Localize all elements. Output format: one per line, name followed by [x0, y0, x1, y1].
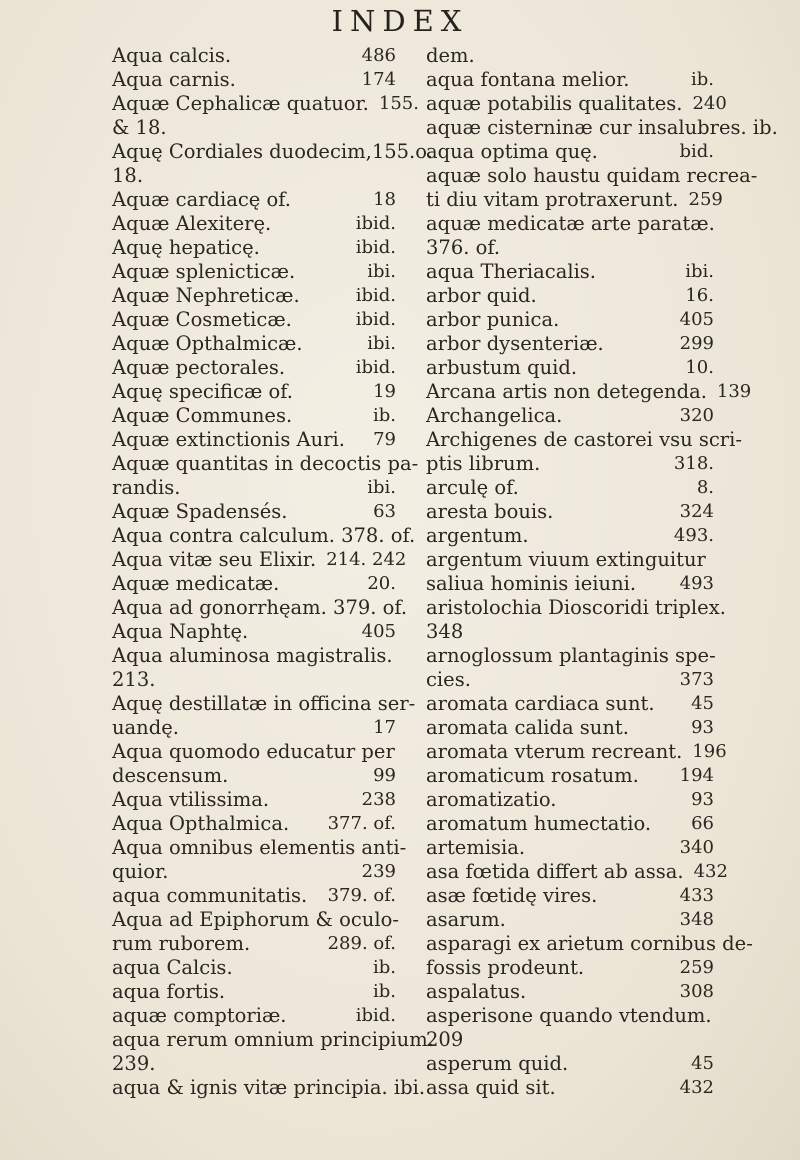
- index-entry: [112, 380, 396, 403]
- entry-page-ref: ibi.: [685, 261, 714, 282]
- entry-term: Aquæ pectorales.: [112, 356, 286, 379]
- index-entry: [426, 308, 714, 331]
- index-entry: [426, 956, 714, 979]
- entry-term: Aqua Naphtę.: [112, 620, 249, 643]
- entry-term: aromatum humectatio.: [426, 812, 652, 835]
- index-entry: [426, 500, 714, 523]
- entry-term: aromatizatio.: [426, 788, 557, 811]
- entry-page-ref: 259: [688, 189, 723, 210]
- entry-term: aristolochia Dioscoridi triplex.: [426, 596, 726, 619]
- entry-page-ref: 432: [693, 861, 728, 882]
- index-entry: [112, 212, 396, 235]
- index-entry: [426, 380, 752, 403]
- entry-term: aquæ solo haustu quidam recrea-: [426, 164, 758, 187]
- index-entry: [426, 764, 714, 787]
- index-entry-continuation: 376. of.: [426, 236, 501, 259]
- index-entry-continuation: 239.: [112, 1052, 156, 1075]
- entry-page-ref: 79: [373, 429, 396, 450]
- entry-term: Aqua calcis.: [112, 44, 232, 67]
- index-entry: [426, 932, 753, 955]
- entry-term: aqua optima quę.: [426, 140, 598, 163]
- entry-page-ref: 432: [679, 1077, 714, 1098]
- entry-term: aromata calida sunt.: [426, 716, 629, 739]
- index-entry: [112, 500, 396, 523]
- index-entry: [426, 284, 714, 307]
- entry-term: Aquæ Spadensés.: [112, 500, 288, 523]
- index-entry: [426, 884, 714, 907]
- entry-page-ref: 194: [679, 765, 714, 786]
- entry-page-ref: 299: [679, 333, 714, 354]
- entry-page-ref: ib.: [690, 69, 714, 90]
- entry-page-ref: 379. of.: [327, 885, 396, 906]
- entry-page-ref: ib.: [372, 981, 396, 1002]
- index-entry: [112, 548, 407, 571]
- index-entry: [426, 740, 727, 763]
- entry-term: asparagi ex arietum cornibus de-: [426, 932, 753, 955]
- index-entry: [426, 980, 714, 1003]
- entry-term: arbor punica.: [426, 308, 560, 331]
- entry-term: uandę.: [112, 716, 179, 739]
- entry-page-ref: 214. 242: [326, 549, 407, 570]
- entry-page-ref: 196: [692, 741, 727, 762]
- index-entry: [426, 1004, 714, 1027]
- entry-term: aquæ potabilis qualitates.: [426, 92, 683, 115]
- entry-page-ref: 155.: [378, 93, 419, 114]
- entry-term: Aqua contra calculum. 378. of.: [112, 524, 416, 547]
- index-entry: [426, 524, 714, 547]
- entry-term: asa fœtida differt ab assa.: [426, 860, 684, 883]
- entry-page-ref: 289. of.: [327, 933, 396, 954]
- entry-term: ptis librum.: [426, 452, 541, 475]
- index-entry: [112, 980, 396, 1003]
- entry-term: Aquæ splenicticæ.: [112, 260, 296, 283]
- index-entry: [112, 716, 396, 739]
- entry-page-ref: 93: [691, 789, 714, 810]
- index-entry: [112, 92, 419, 115]
- entry-term: fossis prodeunt.: [426, 956, 585, 979]
- index-entry: [426, 476, 714, 499]
- index-entry: [426, 140, 714, 163]
- entry-page-ref: 493.: [673, 525, 714, 546]
- index-entry: [426, 332, 714, 355]
- entry-page-ref: bid.: [679, 141, 714, 162]
- entry-term: Aqua quomodo educatur per: [112, 740, 395, 763]
- entry-term: Aquę specificæ of.: [112, 380, 293, 403]
- entry-term: quior.: [112, 860, 169, 883]
- entry-term: asæ fœtidę vires.: [426, 884, 598, 907]
- entry-term: asperum quid.: [426, 1052, 569, 1075]
- index-entry: [112, 836, 407, 859]
- entry-term: Aquæ quantitas in decoctis pa-: [112, 452, 419, 475]
- index-entry: [426, 356, 714, 379]
- entry-page-ref: 340: [679, 837, 714, 858]
- entry-page-ref: ibid.: [355, 213, 396, 234]
- entry-term: aromaticum rosatum.: [426, 764, 639, 787]
- index-entry-continuation: 209: [426, 1028, 464, 1051]
- index-entry: [426, 404, 714, 427]
- index-entry: [112, 332, 396, 355]
- entry-page-ref: ibi.: [367, 477, 396, 498]
- entry-page-ref: ibid.: [355, 309, 396, 330]
- entry-term: Aquę Cordiales duodecim,155.o.: [112, 140, 433, 163]
- entry-page-ref: ibi.: [367, 333, 396, 354]
- entry-term: aquæ medicatæ arte paratæ.: [426, 212, 715, 235]
- entry-term: arculę of.: [426, 476, 519, 499]
- index-entry: [426, 68, 714, 91]
- entry-term: asperisone quando vtendum.: [426, 1004, 712, 1027]
- index-entry: [426, 260, 714, 283]
- entry-term: Aqua aluminosa magistralis.: [112, 644, 393, 667]
- entry-page-ref: 20.: [367, 573, 396, 594]
- index-entry-continuation: dem.: [426, 44, 475, 67]
- entry-term: aqua communitatis.: [112, 884, 308, 907]
- entry-term: Aquæ medicatæ.: [112, 572, 280, 595]
- entry-term: Aquæ Alexiterę.: [112, 212, 272, 235]
- index-entry: [426, 668, 714, 691]
- index-entry: [112, 644, 396, 667]
- index-entry: [426, 212, 714, 235]
- entry-page-ref: ibi.: [367, 261, 396, 282]
- index-entry: [112, 428, 396, 451]
- entry-term: assa quid sit.: [426, 1076, 556, 1099]
- entry-term: Aqua Opthalmica.: [112, 812, 290, 835]
- index-entry: [112, 476, 396, 499]
- index-entry: [112, 788, 396, 811]
- index-entry: [112, 860, 396, 883]
- index-entry: [426, 812, 714, 835]
- entry-page-ref: 493: [679, 573, 714, 594]
- index-entry-continuation: 348: [426, 620, 464, 643]
- index-entry: [112, 44, 396, 67]
- entry-page-ref: 93: [691, 717, 714, 738]
- entry-term: Aquæ Cephalicæ quatuor.: [112, 92, 369, 115]
- index-entry: [112, 620, 396, 643]
- entry-term: Aqua omnibus elementis anti-: [112, 836, 407, 859]
- entry-page-ref: 66: [691, 813, 714, 834]
- entry-page-ref: 16.: [685, 285, 714, 306]
- entry-page-ref: 405: [679, 309, 714, 330]
- entry-term: Archigenes de castorei vsu scri-: [426, 428, 742, 451]
- index-entry: [426, 596, 726, 619]
- entry-page-ref: 18: [373, 189, 396, 210]
- index-entry: [426, 92, 727, 115]
- entry-page-ref: 320: [679, 405, 714, 426]
- entry-page-ref: 486: [361, 45, 396, 66]
- entry-page-ref: 19: [373, 381, 396, 402]
- entry-page-ref: 324: [679, 501, 714, 522]
- entry-term: Aquæ extinctionis Auri.: [112, 428, 345, 451]
- entry-term: aqua fontana melior.: [426, 68, 630, 91]
- entry-term: Aqua carnis.: [112, 68, 236, 91]
- entry-page-ref: 239: [361, 861, 396, 882]
- entry-page-ref: ibid.: [355, 357, 396, 378]
- entry-term: Aquæ Communes.: [112, 404, 293, 427]
- index-entry: [112, 956, 396, 979]
- index-entry: [426, 908, 714, 931]
- entry-page-ref: ib.: [372, 405, 396, 426]
- entry-term: aresta bouis.: [426, 500, 554, 523]
- entry-term: aqua fortis.: [112, 980, 226, 1003]
- entry-term: randis.: [112, 476, 181, 499]
- entry-page-ref: 405: [361, 621, 396, 642]
- entry-term: Aquæ Nephreticæ.: [112, 284, 300, 307]
- index-entry: [112, 1076, 426, 1099]
- entry-term: aqua Calcis.: [112, 956, 233, 979]
- index-entry: [112, 140, 433, 163]
- entry-term: Aquæ Opthalmicæ.: [112, 332, 303, 355]
- index-entry: [112, 908, 399, 931]
- entry-term: Aqua ad Epiphorum & oculo-: [112, 908, 399, 931]
- index-entry: [112, 764, 396, 787]
- entry-page-ref: 373: [679, 669, 714, 690]
- entry-term: aromata cardiaca sunt.: [426, 692, 655, 715]
- index-entry: [426, 428, 742, 451]
- entry-term: arbor dysenteriæ.: [426, 332, 604, 355]
- entry-page-ref: 259: [679, 957, 714, 978]
- index-entry: [112, 596, 408, 619]
- left-column: [112, 44, 434, 1100]
- entry-term: Arcana artis non detegenda.: [426, 380, 707, 403]
- index-entry: [426, 788, 714, 811]
- entry-term: arbustum quid.: [426, 356, 578, 379]
- entry-page-ref: 318.: [673, 453, 714, 474]
- entry-term: arbor quid.: [426, 284, 537, 307]
- right-column: [426, 44, 778, 1100]
- index-entry: [426, 860, 728, 883]
- entry-term: saliua hominis ieiuni.: [426, 572, 637, 595]
- index-entry-continuation: 18.: [112, 164, 144, 187]
- index-entry: [112, 236, 396, 259]
- entry-page-ref: 238: [361, 789, 396, 810]
- index-entry: [426, 836, 714, 859]
- entry-term: rum ruborem.: [112, 932, 251, 955]
- entry-term: Aquæ cardiacę of.: [112, 188, 291, 211]
- entry-term: descensum.: [112, 764, 229, 787]
- index-entry: [112, 1004, 396, 1027]
- index-entry: [426, 188, 723, 211]
- index-entry: [112, 572, 396, 595]
- index-entry: [112, 1028, 434, 1051]
- index-entry: [426, 164, 758, 187]
- index-entry: [112, 740, 396, 763]
- entry-term: artemisia.: [426, 836, 526, 859]
- index-entry: [426, 116, 778, 139]
- entry-page-ref: 174: [361, 69, 396, 90]
- index-entry: [112, 812, 396, 835]
- index-entry: [426, 548, 714, 571]
- entry-term: cies.: [426, 668, 471, 691]
- index-entry: [112, 356, 396, 379]
- entry-term: ti diu vitam protraxerunt.: [426, 188, 679, 211]
- entry-term: aromata vterum recreant.: [426, 740, 683, 763]
- index-entry: [426, 452, 714, 475]
- entry-term: Aquę hepaticę.: [112, 236, 260, 259]
- index-entry: [426, 692, 714, 715]
- entry-term: aspalatus.: [426, 980, 527, 1003]
- index-entry-continuation: 213.: [112, 668, 156, 691]
- index-entry: [426, 1076, 714, 1099]
- entry-term: Archangelica.: [426, 404, 563, 427]
- index-entry: [112, 260, 396, 283]
- index-entry: [112, 284, 396, 307]
- entry-page-ref: 308: [679, 981, 714, 1002]
- entry-page-ref: 99: [373, 765, 396, 786]
- entry-page-ref: 240: [692, 93, 727, 114]
- entry-term: aqua rerum omnium principium.: [112, 1028, 434, 1051]
- entry-term: Aqua ad gonorrhęam. 379. of.: [112, 596, 408, 619]
- entry-page-ref: 8.: [696, 477, 714, 498]
- entry-term: asarum.: [426, 908, 506, 931]
- entry-page-ref: 139: [716, 381, 752, 402]
- page-header: INDEX: [331, 4, 469, 38]
- entry-page-ref: 10.: [685, 357, 714, 378]
- index-entry: [112, 404, 396, 427]
- entry-page-ref: 17: [373, 717, 396, 738]
- entry-page-ref: 377. of.: [327, 813, 396, 834]
- entry-page-ref: 45: [691, 693, 714, 714]
- entry-term: aqua & ignis vitæ principia. ibi.: [112, 1076, 426, 1099]
- entry-term: aquæ cisterninæ cur insalubres. ib.: [426, 116, 778, 139]
- entry-term: arnoglossum plantaginis spe-: [426, 644, 716, 667]
- entry-term: aquæ comptoriæ.: [112, 1004, 287, 1027]
- index-entry: [112, 692, 416, 715]
- entry-page-ref: ibid.: [355, 285, 396, 306]
- entry-page-ref: 348: [679, 909, 714, 930]
- entry-term: Aqua vitæ seu Elixir.: [112, 548, 317, 571]
- index-entry: [112, 68, 396, 91]
- entry-term: argentum.: [426, 524, 529, 547]
- entry-term: Aquæ Cosmeticæ.: [112, 308, 292, 331]
- index-entry: [112, 524, 416, 547]
- index-entry: [112, 884, 396, 907]
- entry-page-ref: ibid.: [355, 1005, 396, 1026]
- index-entry-continuation: & 18.: [112, 116, 167, 139]
- index-entry: [112, 308, 396, 331]
- index-entry: [426, 572, 714, 595]
- entry-page-ref: ibid.: [355, 237, 396, 258]
- entry-term: Aquę destillatæ in officina ser-: [112, 692, 416, 715]
- entry-term: aqua Theriacalis.: [426, 260, 597, 283]
- index-entry: [426, 716, 714, 739]
- entry-page-ref: 433: [679, 885, 714, 906]
- index-entry: [426, 644, 714, 667]
- index-entry: [426, 1052, 714, 1075]
- entry-term: argentum viuum extinguitur: [426, 548, 706, 571]
- index-entry: [112, 452, 419, 475]
- index-entry: [112, 188, 396, 211]
- index-entry: [112, 932, 396, 955]
- entry-term: Aqua vtilissima.: [112, 788, 270, 811]
- entry-page-ref: 45: [691, 1053, 714, 1074]
- entry-page-ref: ib.: [372, 957, 396, 978]
- entry-page-ref: 63: [373, 501, 396, 522]
